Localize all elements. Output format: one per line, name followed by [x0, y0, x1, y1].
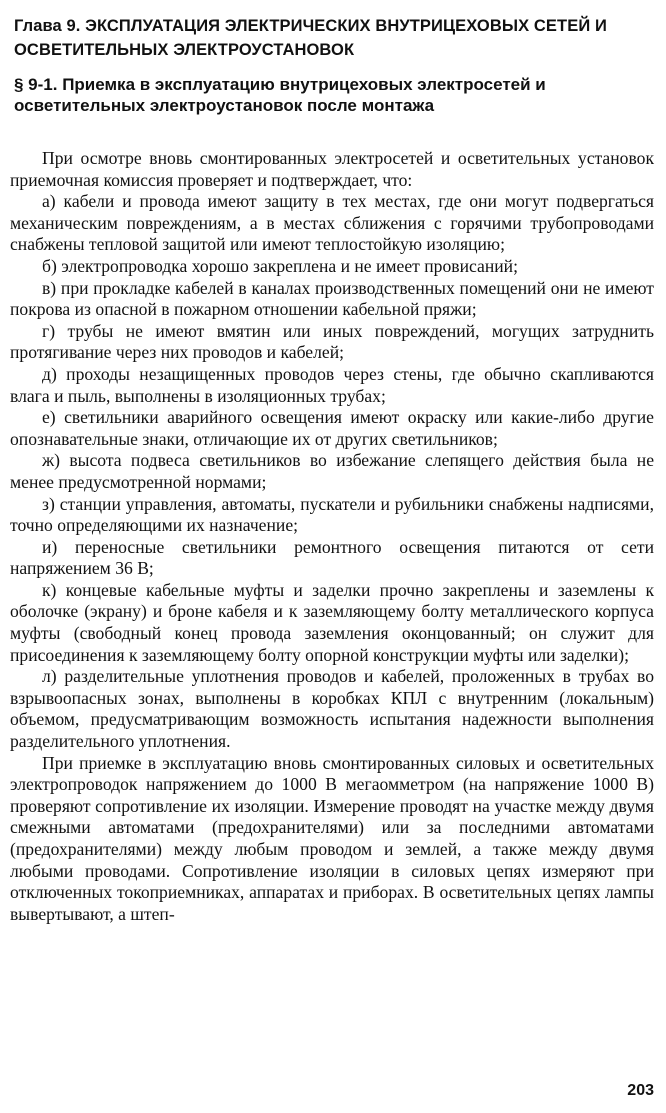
- body-text: [10, 148, 654, 925]
- paragraph-intro: При осмотре вновь смонтированных электросетей и осветительных установок приемочная комиссия проверяет и подтверждает, что:: [10, 148, 654, 190]
- list-item-z: з) станции управления, автоматы, пускатели и рубильники снабжены надписями, точно определяющими их назначение;: [10, 493, 654, 536]
- section-title: § 9-1. Приемка в эксплуатацию внутрицеховых электросетей и осветительных электроустановок после монтажа: [14, 75, 546, 115]
- list-item-l: л) разделительные уплотнения проводов и кабелей, проложенных в трубах во взрывоопасных зонах, выполнены в коробках КПЛ с внутренним (локальным) объемом, предусматривающим возможность испытания надежности выполнения разделительного уплотнения.: [10, 666, 654, 752]
- list-item-d: д) проходы незащищенных проводов через стены, где обычно скапливаются влага и пыль, выполнены в изоляционных трубах;: [10, 363, 654, 406]
- list-item-e: е) светильники аварийного освещения имеют окраску или какие-либо другие опознавательные знаки, отличающие их от других светильников;: [10, 407, 654, 449]
- list-item-i: и) переносные светильники ремонтного освещения питаются от сети напряжением 36 В;: [10, 536, 654, 579]
- list-item-a: а) кабели и провода имеют защиту в тех местах, где они могут подвергаться механическим повреждениям, а в местах сближения с горячими трубопроводами снабжены тепловой защитой или имеют теплостойкую изоляцию;: [10, 191, 654, 255]
- list-item-g: г) трубы не имеют вмятин или иных повреждений, могущих затруднить протягивание через них проводов и кабелей;: [10, 320, 654, 363]
- list-item-b: б) электропроводка хорошо закреплена и не имеет провисаний;: [42, 255, 518, 276]
- chapter-title: Глава 9. ЭКСПЛУАТАЦИЯ ЭЛЕКТРИЧЕСКИХ ВНУТРИЦЕХОВЫХ СЕТЕЙ И ОСВЕТИТЕЛЬНЫХ ЭЛЕКТРОУСТАНОВОК: [14, 17, 607, 59]
- paragraph-insulation: При приемке в эксплуатацию вновь смонтированных силовых и осветительных электропроводок напряжением до 1000 В мегаомметром (на напряжение 1000 В) проверяют сопротивление их изоляции. Измерение проводят на участке между двумя смежными автоматами (предохранителями) или за последними автоматами (предохранителями) между любым проводом и землей, а также между двумя любыми проводами. Сопротивление изоляции в силовых цепях измеряют при отключенных токоприемниках, аппаратах и приборах. В осветительных цепях лампы вывертывают, а штеп-: [10, 752, 654, 924]
- list-item-v: в) при прокладке кабелей в каналах производственных помещений они не имеют покрова из опасной в пожарном отношении кабельной пряжи;: [10, 277, 654, 320]
- list-item-k: к) концевые кабельные муфты и заделки прочно закреплены и заземлены к оболочке (экрану) и броне кабеля и к заземляющему болту металлического корпуса муфты (свободный конец провода заземления оконцованный; он служит для присоединения к заземляющему болту опорной конструкции муфты или заделки);: [10, 579, 654, 665]
- list-item-zh: ж) высота подвеса светильников во избежание слепящего действия была не менее предусмотренной нормами;: [10, 450, 654, 492]
- page-number: 203: [627, 1082, 654, 1099]
